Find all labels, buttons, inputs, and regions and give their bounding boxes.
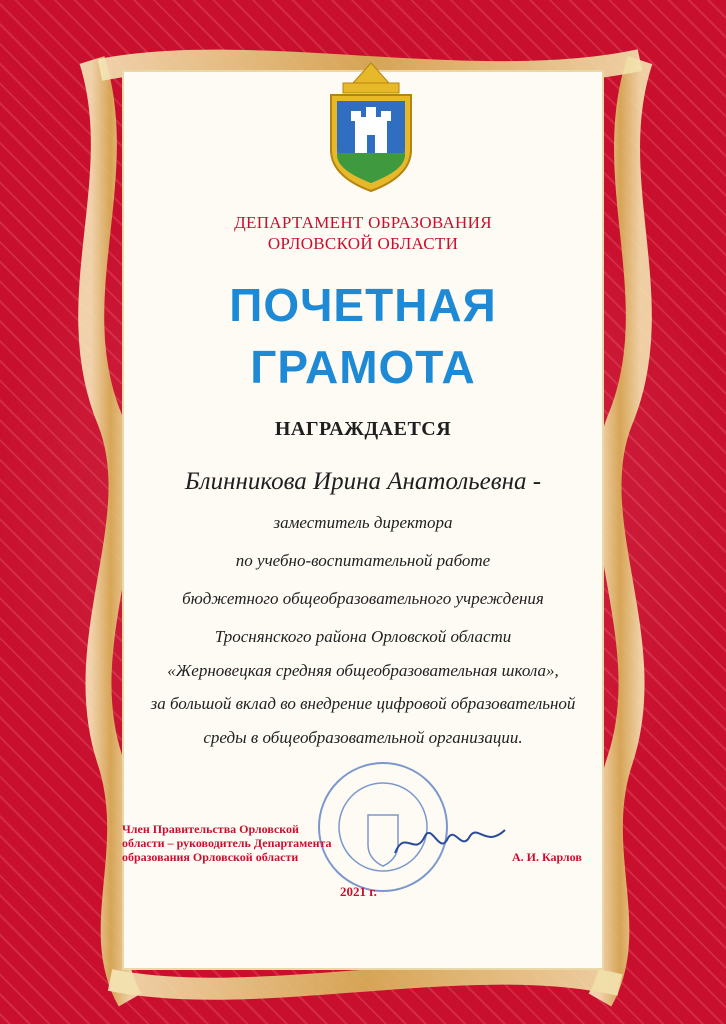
- body-line-4: Троснянского района Орловской области: [214, 627, 512, 646]
- title-line-2: ГРАМОТА: [250, 341, 476, 393]
- coat-of-arms-icon: [323, 55, 419, 195]
- title-line-1: ПОЧЕТНАЯ: [229, 279, 497, 331]
- signer-title-line-2: области – руководитель Департамента: [122, 836, 332, 850]
- body-line-1: заместитель директора: [273, 513, 453, 532]
- recipient-name: Блинникова Ирина Анатольевна -: [184, 468, 542, 495]
- body-line-7: среды в общеобразовательной организации.: [203, 728, 523, 747]
- body-line-2: по учебно-воспитательной работе: [235, 551, 491, 570]
- signer-title-line-3: образования Орловской области: [122, 850, 299, 864]
- body-line-3: бюджетного общеобразовательного учреждения: [182, 589, 544, 608]
- signer-name: А. И. Карлов: [512, 850, 582, 864]
- award-label: НАГРАЖДАЕТСЯ: [274, 418, 452, 440]
- signer-title: [122, 822, 352, 864]
- department-line-1: ДЕПАРТАМЕНТ ОБРАЗОВАНИЯ: [234, 213, 492, 232]
- handwritten-signature-icon: [390, 818, 510, 864]
- body-line-5: «Жерновецкая средняя общеобразовательная школа»,: [167, 661, 559, 680]
- issue-year: 2021 г.: [340, 884, 377, 899]
- body-line-6: за большой вклад во внедрение цифровой образовательной: [150, 694, 576, 713]
- department-line-2: ОРЛОВСКОЙ ОБЛАСТИ: [267, 234, 459, 253]
- signer-title-line-1: Член Правительства Орловской: [122, 822, 299, 836]
